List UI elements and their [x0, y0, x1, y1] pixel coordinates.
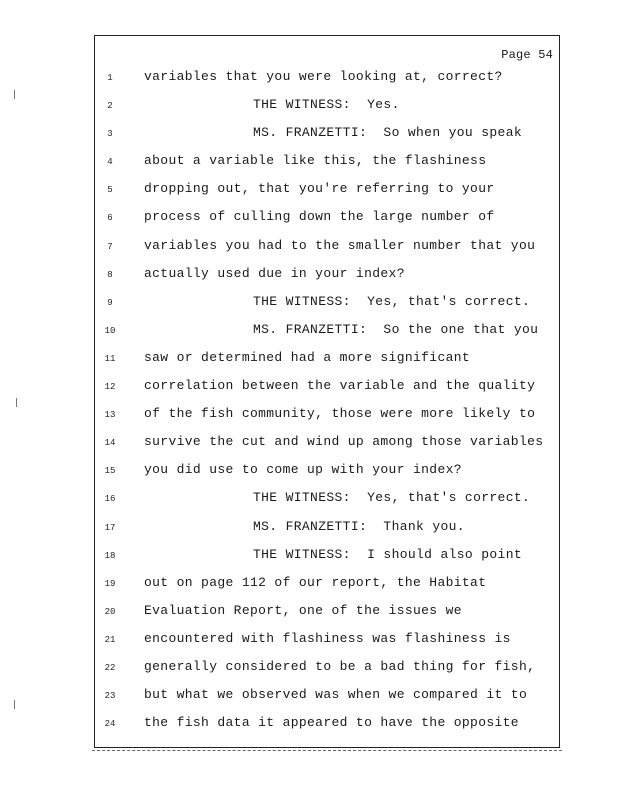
- transcript-line: [95, 403, 559, 431]
- transcript-page: [94, 35, 560, 748]
- line-text: MS. FRANZETTI: So the one that you: [253, 321, 539, 337]
- transcript-line: [95, 347, 559, 375]
- transcript-line: [95, 712, 559, 740]
- line-number: 23: [104, 691, 116, 702]
- transcript-line: [95, 544, 559, 572]
- line-text: THE WITNESS: Yes, that's correct.: [253, 293, 531, 309]
- line-text: the fish data it appeared to have the opposite: [144, 715, 519, 731]
- transcript-line: [95, 150, 559, 178]
- line-text: variables you had to the smaller number that you: [144, 237, 536, 253]
- transcript-line: [95, 66, 559, 94]
- line-number: 9: [107, 297, 113, 308]
- transcript-line: [95, 572, 559, 600]
- transcript-line: [95, 122, 559, 150]
- line-number: 17: [104, 522, 116, 533]
- transcript-line: [95, 459, 559, 487]
- scan-mark: [16, 398, 17, 407]
- line-number: 19: [104, 578, 116, 589]
- line-text: Evaluation Report, one of the issues we: [144, 602, 462, 618]
- transcript-line: [95, 178, 559, 206]
- scan-mark: [14, 700, 15, 709]
- line-number: 24: [104, 719, 116, 730]
- transcript-line: [95, 319, 559, 347]
- transcript-line: [95, 487, 559, 515]
- scan-mark: [14, 90, 15, 99]
- line-text: of the fish community, those were more likely to: [144, 406, 536, 422]
- line-number: 1: [107, 73, 113, 83]
- line-text: correlation between the variable and the quality: [144, 378, 536, 394]
- line-number: 4: [107, 157, 113, 168]
- line-number: 20: [104, 606, 116, 617]
- line-number: 14: [104, 438, 116, 449]
- line-number: 16: [104, 494, 116, 505]
- line-text: THE WITNESS: I should also point: [253, 546, 522, 562]
- line-number: 7: [107, 241, 113, 252]
- transcript-line: [95, 656, 559, 684]
- line-number: 10: [104, 325, 116, 336]
- line-text: out on page 112 of our report, the Habitat: [144, 574, 487, 590]
- line-text: about a variable like this, the flashiness: [144, 153, 487, 169]
- transcript-line: [95, 431, 559, 459]
- line-number: 3: [107, 129, 113, 140]
- line-number: 13: [104, 410, 116, 421]
- line-number: 6: [107, 213, 113, 224]
- line-text: survive the cut and wind up among those variables: [144, 434, 544, 450]
- transcript-line: [95, 375, 559, 403]
- line-text: dropping out, that you're referring to your: [144, 181, 495, 197]
- line-text: variables that you were looking at, correct?: [144, 69, 503, 84]
- transcript-line: [95, 291, 559, 319]
- line-text: but what we observed was when we compared it to: [144, 687, 528, 703]
- transcript-line: [95, 628, 559, 656]
- line-number: 21: [104, 634, 116, 645]
- line-text: you did use to come up with your index?: [144, 462, 462, 478]
- line-text: encountered with flashiness was flashiness is: [144, 630, 511, 646]
- transcript-line: [95, 684, 559, 712]
- line-text: THE WITNESS: Yes, that's correct.: [253, 490, 531, 506]
- page-number: Page 54: [501, 48, 553, 62]
- line-number: 5: [107, 185, 113, 196]
- transcript-line: [95, 235, 559, 263]
- line-number: 11: [104, 353, 116, 364]
- line-text: process of culling down the large number of: [144, 209, 495, 225]
- line-text: MS. FRANZETTI: Thank you.: [253, 518, 465, 534]
- line-number: 18: [104, 550, 116, 561]
- line-text: generally considered to be a bad thing for fish,: [144, 658, 536, 674]
- transcript-line: [95, 94, 559, 122]
- transcript-line: [95, 516, 559, 544]
- line-text: MS. FRANZETTI: So when you speak: [253, 125, 522, 141]
- transcript-line: [95, 600, 559, 628]
- line-text: THE WITNESS: Yes.: [253, 97, 400, 113]
- transcript-line: [95, 263, 559, 291]
- line-number: 22: [104, 662, 116, 673]
- line-text: actually used due in your index?: [144, 265, 405, 281]
- line-number: 15: [104, 466, 116, 477]
- line-number: 12: [104, 382, 116, 393]
- line-number: 2: [107, 101, 113, 112]
- transcript-lines: [95, 66, 559, 740]
- line-number: 8: [107, 269, 113, 280]
- transcript-line: [95, 206, 559, 234]
- line-text: saw or determined had a more significant: [144, 349, 471, 365]
